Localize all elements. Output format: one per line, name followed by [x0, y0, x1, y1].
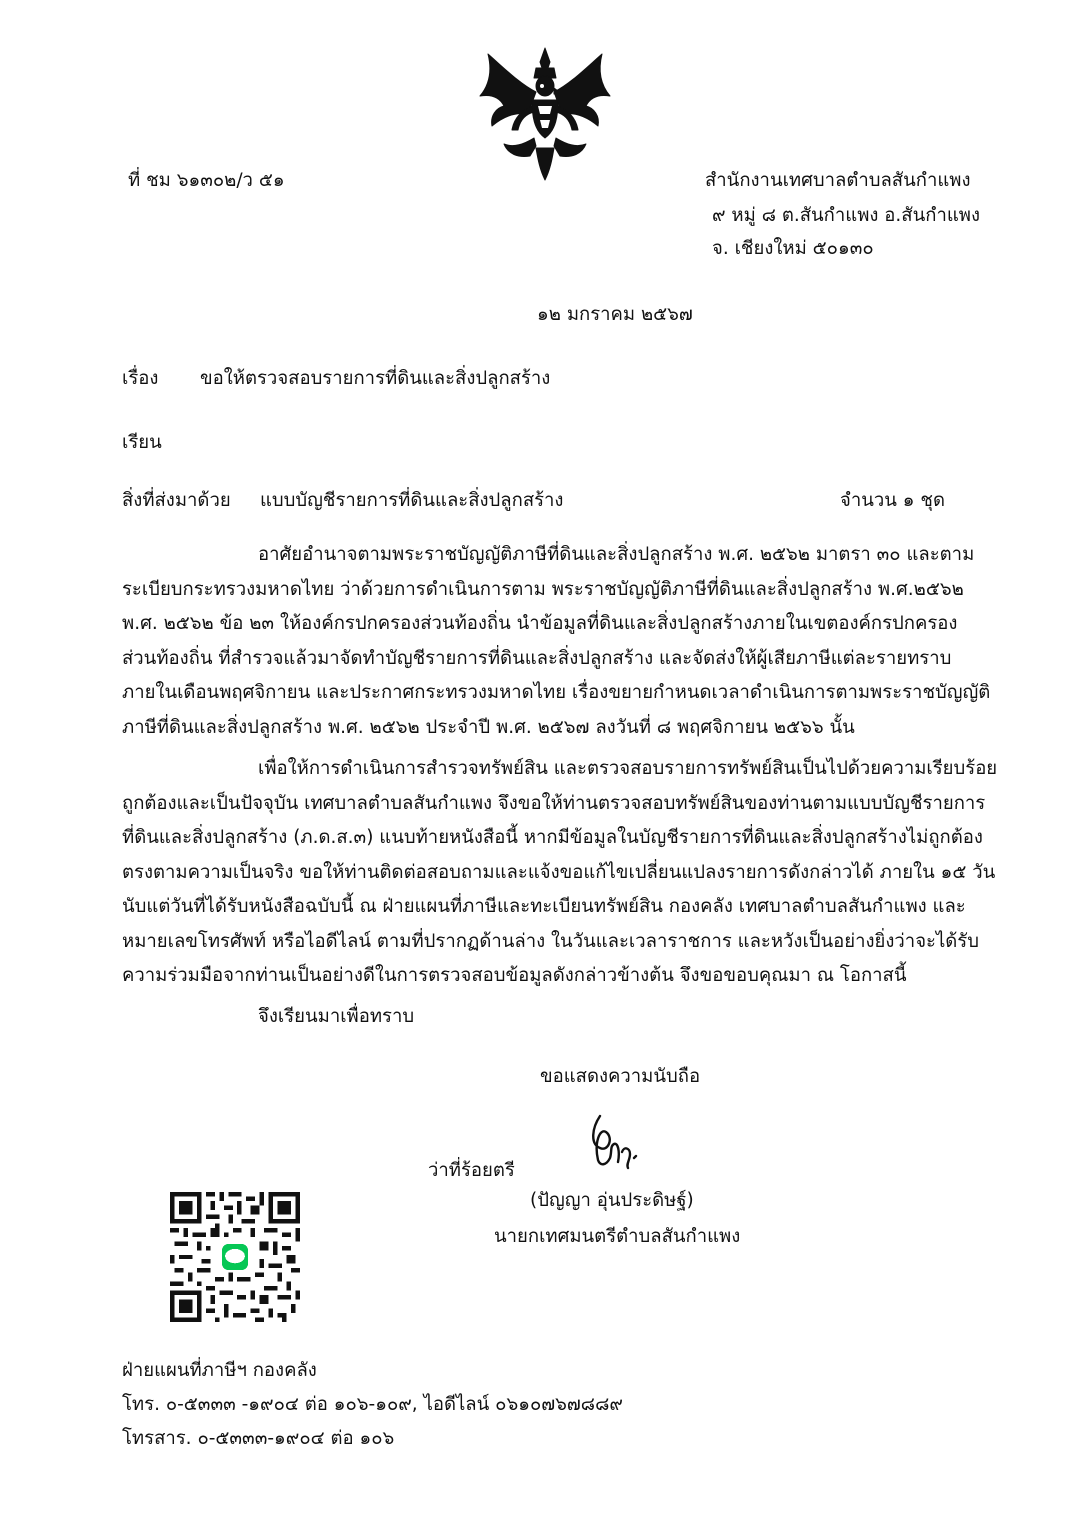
paragraph-line: ความร่วมมือจากท่านเป็นอย่างดีในการตรวจสอบข้อมูลดังกล่าวข้างต้น จึงขอขอบคุณมา ณ โอกาสนี้ — [122, 965, 907, 986]
paragraph-line: ที่ดินและสิ่งปลูกสร้าง (ภ.ด.ส.๓) แนบท้ายหนังสือนี้ หากมีข้อมูลในบัญชีรายการที่ดินและสิ่งปลูกสร้างไม่ถูกต้อง — [122, 827, 983, 848]
office-address-line-2: จ. เชียงใหม่ ๕๐๑๓๐ — [712, 238, 874, 259]
footer-phone: โทร. ๐-๕๓๓๓ -๑๙๐๔ ต่อ ๑๐๖-๑๐๙, ไอดีไลน์ ๐๖๑๐๗๖๗๘๘๙ — [122, 1394, 623, 1415]
recipient-label: เรียน — [122, 432, 162, 453]
handwritten-signature-icon — [570, 1108, 650, 1178]
footer-department: ฝ่ายแผนที่ภาษีฯ กองคลัง — [122, 1360, 317, 1381]
subject-text: ขอให้ตรวจสอบรายการที่ดินและสิ่งปลูกสร้าง — [200, 368, 551, 389]
reference-number: ที่ ชม ๖๑๓๐๒/ว ๕๑ — [128, 170, 285, 191]
body-paragraph-1 — [122, 538, 991, 745]
paragraph-line: ระเบียบกระทรวงมหาดไทย ว่าด้วยการดำเนินการตาม พระราชบัญญัติภาษีที่ดินและสิ่งปลูกสร้าง พ.ศ.๒๕๖๒ — [122, 578, 964, 600]
complimentary-close: ขอแสดงความนับถือ — [540, 1066, 701, 1087]
body-paragraph-2 — [122, 752, 998, 994]
paragraph-line: อาศัยอำนาจตามพระราชบัญญัติภาษีที่ดินและสิ่งปลูกสร้าง พ.ศ. ๒๕๖๒ มาตรา ๓๐ และตาม — [258, 544, 975, 565]
enclosure-label: สิ่งที่ส่งมาด้วย — [122, 490, 231, 511]
paragraph-line: ภาษีที่ดินและสิ่งปลูกสร้าง พ.ศ. ๒๕๖๒ ประจำปี พ.ศ. ๒๕๖๗ ลงวันที่ ๘ พฤศจิกายน ๒๕๖๖ นั้น — [122, 716, 855, 738]
paragraph-line: ภายในเดือนพฤศจิกายน และประกาศกระทรวงมหาดไทย เรื่องขยายกำหนดเวลาดำเนินการตามพระราชบัญญัติ — [122, 682, 991, 703]
paragraph-line: ส่วนท้องถิ่น ที่สำรวจแล้วมาจัดทำบัญชีรายการที่ดินและสิ่งปลูกสร้าง และจัดส่งให้ผู้เสียภาษีแต่ละรายทราบ — [122, 647, 952, 669]
signer-rank: ว่าที่ร้อยตรี — [428, 1160, 515, 1181]
signer-name: (ปัญญา อุ่นประดิษฐ์) — [530, 1190, 694, 1211]
enclosure-quantity: จำนวน ๑ ชุด — [840, 490, 945, 511]
paragraph-line: พ.ศ. ๒๕๖๒ ข้อ ๒๓ ให้องค์กรปกครองส่วนท้องถิ่น นำข้อมูลที่ดินและสิ่งปลูกสร้างภายในเขตองค์กรปกครอง — [122, 613, 958, 634]
closing-line: จึงเรียนมาเพื่อทราบ — [258, 1006, 415, 1027]
paragraph-line: ถูกต้องและเป็นปัจจุบัน เทศบาลตำบลสันกำแพง จึงขอให้ท่านตรวจสอบทรัพย์สินของท่านตามแบบบัญชีรายการ — [122, 792, 986, 814]
paragraph-line: ตรงตามความเป็นจริง ขอให้ท่านติดต่อสอบถามและแจ้งขอแก้ไขเปลี่ยนแปลงรายการดังกล่าวได้ ภายใน ๑๕ วัน — [122, 861, 996, 883]
office-address-line-1: ๙ หมู่ ๘ ต.สันกำแพง อ.สันกำแพง — [712, 205, 980, 226]
subject-label: เรื่อง — [122, 368, 159, 389]
footer-fax: โทรสาร. ๐-๕๓๓๓-๑๙๐๔ ต่อ ๑๐๖ — [122, 1428, 395, 1449]
paragraph-line: เพื่อให้การดำเนินการสำรวจทรัพย์สิน และตรวจสอบรายการทรัพย์สินเป็นไปด้วยความเรียบร้อย — [258, 758, 998, 779]
letter-date: ๑๒ มกราคม ๒๕๖๗ — [537, 304, 693, 325]
signer-position: นายกเทศมนตรีตำบลสันกำแพง — [494, 1226, 741, 1247]
enclosure-text: แบบบัญชีรายการที่ดินและสิ่งปลูกสร้าง — [260, 490, 564, 511]
paragraph-line: หมายเลขโทรศัพท์ หรือไอดีไลน์ ตามที่ปรากฏด้านล่าง ในวันและเวลาราชการ และหวังเป็นอย่างยิ่งว่าจะได้รับ — [122, 930, 979, 952]
paragraph-line: นับแต่วันที่ได้รับหนังสือฉบับนี้ ณ ฝ่ายแผนที่ภาษีและทะเบียนทรัพย์สิน กองคลัง เทศบาลตำบลสันกำแพง และ — [122, 896, 966, 917]
line-qr-code-icon — [170, 1192, 300, 1322]
garuda-emblem-icon — [470, 44, 620, 184]
office-name: สำนักงานเทศบาลตำบลสันกำแพง — [705, 170, 971, 191]
